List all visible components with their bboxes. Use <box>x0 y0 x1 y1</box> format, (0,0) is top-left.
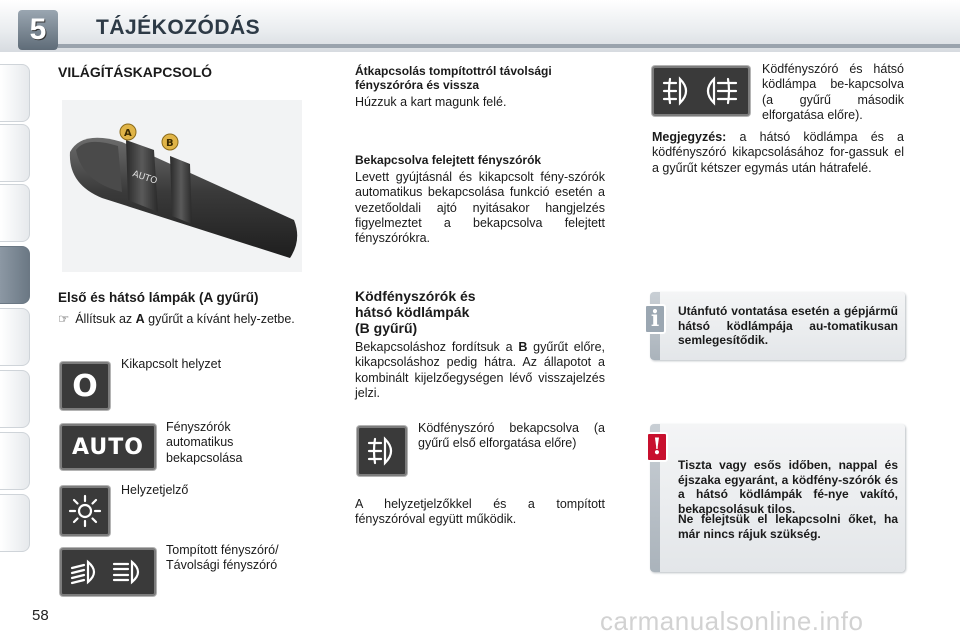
front-rear-instruction: ☞ Állítsuk az A gyűrűt a kívánt hely-zetbe. <box>58 312 295 326</box>
page-number: 58 <box>32 607 49 624</box>
warning-note-box <box>650 424 905 572</box>
watermark: carmanualsonline.info <box>600 606 864 636</box>
position-label-sidelight: Helyzetjelző <box>121 483 189 497</box>
side-tab-7[interactable] <box>0 432 30 490</box>
chapter-title: TÁJÉKOZÓDÁS <box>96 16 261 39</box>
stalk-auto-label: AUTO <box>131 169 159 187</box>
fog-sidelight-note: A helyzetjelzőkkel és a tompított fényszóróval együtt működik. <box>355 497 605 527</box>
warning-exclamation-icon: ! <box>646 432 668 462</box>
dip-switch-title: Átkapcsolás tompítottról távolsági fényszóróra és vissza <box>355 64 552 93</box>
front-fog-text: Ködfényszóró bekapcsolva (a gyűrű első elforgatása előre) <box>418 421 605 451</box>
side-tab-1[interactable] <box>0 64 30 122</box>
forgotten-lights-title: Bekapcsolva felejtett fényszórók <box>355 153 542 167</box>
bullet-hand-icon: ☞ <box>58 312 70 326</box>
position-label-beam: Tompított fényszóró/ Távolsági fényszóró <box>166 543 279 573</box>
position-label-auto: Fényszórók automatikus bekapcsolása <box>166 420 243 465</box>
side-tab-4-active[interactable] <box>0 246 30 304</box>
auto-text-icon: AUTO <box>60 424 156 470</box>
section-title: VILÁGÍTÁSKAPCSOLÓ <box>58 64 213 80</box>
header-rule <box>58 44 960 48</box>
sidelight-icon <box>60 486 110 536</box>
info-note-text: Utánfutó vontatása esetén a gépjármű hátsó ködlámpája au-tomatikusan semlegesítődik. <box>678 304 898 348</box>
fog-section-text: Bekapcsoláshoz fordítsuk a B gyűrűt előre, kikapcsoláshoz pedig hátra. Az állapotot a kombinált kijelzőegységen lévő visszajelzés jelzi. <box>355 340 605 400</box>
side-tab-5[interactable] <box>0 308 30 366</box>
fog-remark: Megjegyzés: a hátsó ködlámpa és a ködfényszóró kikapcsolásához for-gassuk el a gyűrűt kétszer egymás után hátrafelé. <box>652 130 904 175</box>
front-rear-fog-text: Ködfényszóró és hátsó ködlámpa be-kapcsolva (a gyűrű második elforgatása előre). <box>762 62 904 122</box>
front-fog-light-icon <box>357 426 407 476</box>
info-note-box <box>650 292 905 360</box>
off-zero-icon: O <box>60 362 110 410</box>
dipped-main-beam-icon <box>60 548 156 596</box>
light-stalk-illustration <box>62 100 302 272</box>
stalk-ring-b-marker: B <box>166 138 174 149</box>
stalk-ring-a-marker: A <box>124 128 132 139</box>
side-tab-3[interactable] <box>0 184 30 242</box>
front-rear-lamps-title: Első és hátsó lámpák (A gyűrű) <box>58 290 259 305</box>
info-icon: i <box>644 304 666 334</box>
warning-note-text-2: Ne felejtsük el lekapcsolni őket, ha már nincs rájuk szükség. <box>678 512 898 541</box>
position-label-off: Kikapcsolt helyzet <box>121 357 222 371</box>
light-stalk-photo <box>62 100 302 272</box>
side-tab-8[interactable] <box>0 494 30 552</box>
chapter-side-tabs <box>0 64 34 574</box>
forgotten-lights-text: Levett gyújtásnál és kikapcsolt fény-szórók automatikus bekapcsolása funkció esetén a vezetőoldali ajtó nyitásakor hangjelzés figyelmeztet a bekapcsolva felejtett fényszórókra. <box>355 170 605 245</box>
chapter-number-badge: 5 <box>18 10 58 50</box>
fog-section-title: Ködfényszórók és hátsó ködlámpák (B gyűrű) <box>355 288 476 337</box>
side-tab-2[interactable] <box>0 124 30 182</box>
side-tab-6[interactable] <box>0 370 30 428</box>
dip-switch-text: Húzzuk a kart magunk felé. <box>355 95 507 109</box>
warning-note-text-1: Tiszta vagy esős időben, nappal és éjszaka egyaránt, a ködfény-szórók és a hátsó ködlámpák fé-nye vakító, bekapcsolásuk tilos. <box>678 458 898 516</box>
front-rear-fog-icon <box>652 66 750 116</box>
